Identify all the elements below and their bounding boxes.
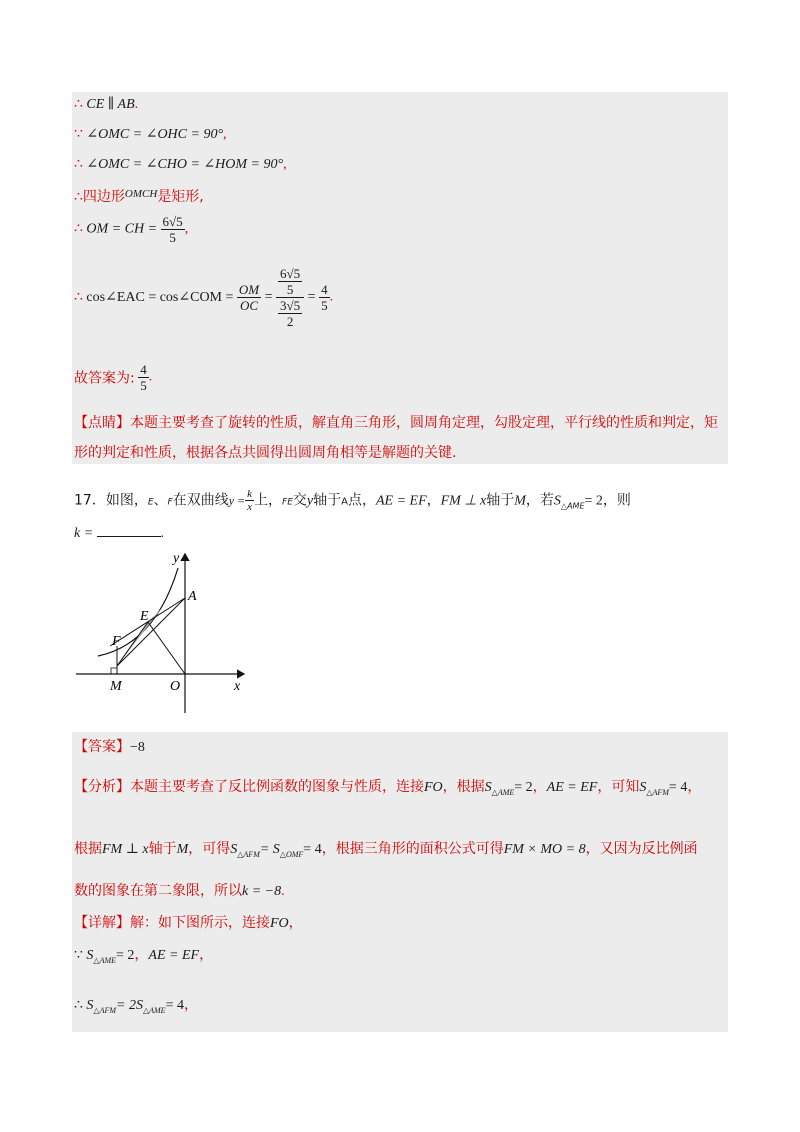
fraction-answer: $\frac{4}{5}$ [321,282,328,313]
punct: . [148,369,153,385]
label-a: A [188,589,197,604]
punct: , [283,157,287,172]
math-expression: cos∠EAC = cos∠COM = [86,290,234,305]
therefore-symbol: ∴ [74,97,83,112]
step-line-5 [74,214,188,245]
equals: = [307,289,316,305]
analysis-line-2: 根据FM ⊥ x轴于M，可得$S_{\triangle AFM}= S_{\triangle OMF}= 4$，根据三角形的面积公式可得FM × MO = 8，又因为反比例函 [74,841,698,859]
step-line-6 [74,266,333,329]
step-line-3 [74,156,287,173]
answer-line [74,362,152,393]
figure-hyperbola [70,548,260,718]
hyperbola-curve [98,568,178,656]
label-m: M [110,679,122,694]
punct: . [329,289,334,305]
therefore-symbol: ∴ [74,290,83,305]
math-expression: ∠OMC = ∠OHC = 90° [86,127,224,142]
step-line-2 [74,126,227,143]
answer-label: 故答案为: [74,370,135,387]
therefore-symbol: ∴ [74,221,83,237]
comment-line-2: 形的判定和性质，根据各点共圆得出圆周角相等是解题的关键. [74,445,457,461]
math-expression: OM = CH = [86,221,158,237]
label-e: E [140,609,149,624]
question-17-line-1: 17．如图，E、F在双曲线y = $\frac{k}{x}$ 上，FE交y轴于A点，AE = EF，FM ⊥ x轴于M，若$S_{\triangle AME}= 2$，则 [74,488,631,513]
punct: . [134,97,139,112]
label-x: x [234,679,241,694]
math-expression: OMCH [124,188,158,200]
text: 是矩形, [157,189,204,205]
compound-fraction: $\frac{\frac{6√5}{5}}{\frac{3√5}{2}}$ [276,266,304,329]
therefore-symbol: ∴ [74,157,83,172]
fraction-om-oc: $\frac{OM}{OC}$ [238,282,260,313]
because-symbol: ∵ [74,127,83,142]
step-line-4 [74,186,204,206]
fraction: $\frac{6√5}{5}$ [162,214,183,245]
question-17-line-2: k = . [74,526,165,541]
answer-row: 【答案】−8 [74,739,145,755]
punct: , [223,127,227,142]
detail-step-2: ∴ $S_{\triangle AFM}= 2S_{\triangle AME}= 4$， [74,997,198,1015]
detail-line: 【详解】解：如下图所示，连接FO， [74,915,303,931]
label-f: F [112,634,121,649]
label-o: O [170,679,181,694]
label-y: y [173,551,180,566]
answer-blank [97,524,161,537]
answer-fraction: $\frac{4}{5}$ [140,362,147,393]
punct: , [184,221,189,237]
math-expression: ∠OMC = ∠CHO = ∠HOM = 90° [86,157,284,172]
step-line-1 [74,96,138,113]
therefore-symbol: ∴ [74,190,83,205]
analysis-line-1: 【分析】本题主要考查了反比例函数的图象与性质，连接FO，根据$S_{\triangle AME}= 2$，AE = EF，可知$S_{\triangle AFM}= 4$， [74,779,702,797]
text: 四边形 [82,189,125,205]
math-expression: CE ∥ AB [86,97,135,112]
detail-step-1: ∵ $S_{\triangle AME}= 2$，AE = EF， [74,947,214,965]
comment-line-1: 【点睛】本题主要考查了旋转的性质，解直角三角形，圆周角定理，勾股定理，平行线的性质和判定，矩 [74,415,718,431]
equals: = [264,289,273,305]
analysis-line-3: 数的图象在第二象限，所以k = −8. [74,883,285,899]
